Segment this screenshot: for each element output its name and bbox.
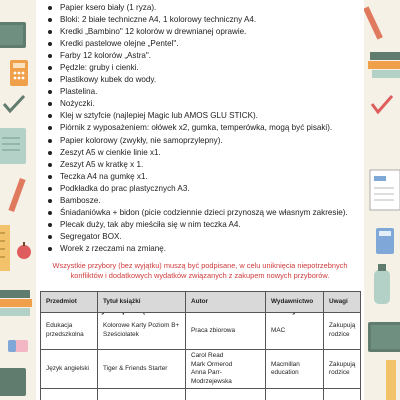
eraser-icon xyxy=(8,340,28,352)
list-item: Plastelina. xyxy=(48,86,364,98)
list-item: Nożyczki. xyxy=(48,98,364,110)
cell-notes: Zakupują rodzice xyxy=(324,313,361,350)
header-author: Autor xyxy=(186,292,266,313)
list-item: Segregator BOX. xyxy=(48,231,364,243)
apple-icon xyxy=(17,242,31,259)
water-bottle-icon xyxy=(374,264,390,304)
ruler-icon xyxy=(0,225,10,271)
list-item: Papier ksero biały (1 ryza). xyxy=(48,2,364,14)
list-item: Plastikowy kubek do wody. xyxy=(48,74,364,86)
list-item: Farby 12 kolorów „Astra". xyxy=(48,50,364,62)
table-row xyxy=(41,389,361,400)
chalkboard-icon xyxy=(0,22,26,48)
pencil-icon xyxy=(364,6,383,39)
header-subject: Przedmiot xyxy=(41,292,98,313)
table-row xyxy=(41,313,361,350)
list-item: Plecak duży, tak aby mieściła się w nim teczka A4. xyxy=(48,219,364,231)
list-item: Bloki: 2 białe techniczne A4, 1 kolorowy techniczny A4. xyxy=(48,14,364,26)
list-item: Podkładka do prac plastycznych A3. xyxy=(48,183,364,195)
test-paper-icon xyxy=(370,170,400,210)
calculator-icon xyxy=(376,228,394,254)
list-item: Bambosze. xyxy=(48,195,364,207)
notebook-icon xyxy=(0,128,26,164)
school-supplies-pattern-right xyxy=(364,0,400,400)
table-row xyxy=(41,350,361,389)
cell-author: Praca zbiorowa xyxy=(186,313,266,350)
cell-publisher: Macmillan education xyxy=(266,350,324,389)
pencil-icon xyxy=(8,178,25,212)
table-header-row xyxy=(41,292,361,313)
check-mark-icon xyxy=(372,96,392,112)
chalkboard-icon xyxy=(368,322,400,352)
cell-publisher: MAC xyxy=(266,313,324,350)
chalkboard-icon xyxy=(0,368,26,396)
list-item: Kredki pastelowe olejne „Pentel". xyxy=(48,38,364,50)
header-publisher: Wydawnictwo xyxy=(266,292,324,313)
cell-author: Carol Read Mark Ormerod Anna Parr-Modrzejewska xyxy=(186,350,266,389)
check-mark-icon xyxy=(4,96,24,111)
school-supplies-list xyxy=(36,0,364,255)
list-item: Pędzle: gruby i cienki. xyxy=(48,62,364,74)
calculator-icon xyxy=(10,60,28,86)
list-item: Zeszyt A5 w cienkie linie x1. xyxy=(48,147,364,159)
cell-book-title: Tiger & Friends Starter xyxy=(98,350,186,389)
list-item: Kredki „Bambino" 12 kolorów w drewnianej oprawie. xyxy=(48,26,364,38)
header-notes: Uwagi xyxy=(324,292,361,313)
list-item: Śniadaniówka + bidon (picie codziennie dzieci przynoszą we własnym zakresie). xyxy=(48,207,364,219)
left-decor-border xyxy=(0,0,36,400)
textbook-table xyxy=(40,291,361,400)
cell-notes: Zakupują rodzice xyxy=(324,350,361,389)
book-stack-icon xyxy=(0,290,32,316)
ruler-icon xyxy=(386,360,396,400)
cell-subject: Edukacja przedszkolna xyxy=(41,313,98,350)
list-item: Klej w sztyfcie (najlepiej Magic lub AMOS GLU STICK). xyxy=(48,110,364,122)
list-item: Zeszyt A5 w kratkę x 1. xyxy=(48,159,364,171)
list-item: Worek z rzeczami na zmianę. xyxy=(48,243,364,255)
list-item: Piórnik z wyposażeniem: ołówek x2, gumka, temperówka, mogą być pisaki). xyxy=(48,122,364,134)
list-item: Papier kolorowy (zwykły, nie samoprzylepny). xyxy=(48,135,364,147)
list-item: Teczka A4 na gumkę x1. xyxy=(48,171,364,183)
signing-warning-note: Wszystkie przybory (bez wyjątku) muszą być podpisane, w celu uniknięcia niepotrzebnych konfliktów i dodatkowych wydatków związanych z zakupem nowych przyborów. xyxy=(52,260,348,281)
cell-subject: Język angielski xyxy=(41,350,98,389)
document-page xyxy=(36,0,364,400)
school-supplies-pattern-left xyxy=(0,0,36,400)
book-stack-icon xyxy=(368,52,400,78)
header-book-title: Tytuł książki xyxy=(98,292,186,313)
right-decor-border xyxy=(364,0,400,400)
cell-book-title: Kolorowe Karty Poziom B+ Sześciolatek xyxy=(98,313,186,350)
